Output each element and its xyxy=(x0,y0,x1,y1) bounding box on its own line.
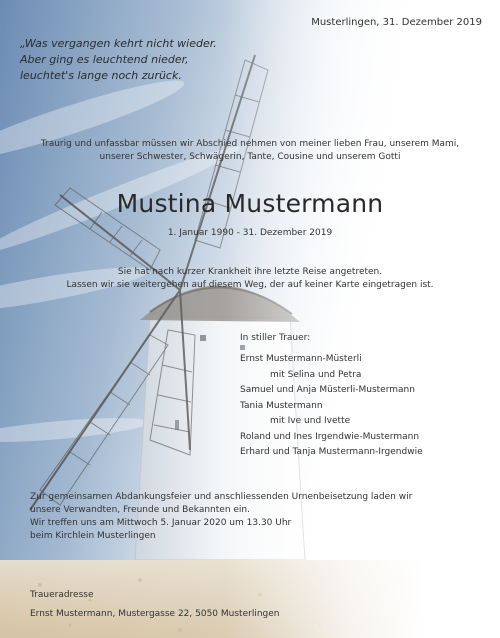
mourner-entry: mit Selina und Petra xyxy=(270,369,362,380)
mourner-entry: Roland und Ines Irgendwie-Mustermann xyxy=(240,431,420,442)
farewell-line: Sie hat nach kurzer Krankheit ihre letzte Reise angetreten. xyxy=(117,267,383,277)
ceremony-line: Wir treffen uns am Mittwoch 5. Januar 2020 um 13.30 Uhr xyxy=(30,518,292,528)
quote-line: Aber ging es leuchtend nieder, xyxy=(20,53,189,66)
farewell-line: Lassen wir sie weitergehen auf diesem Weg, der auf keiner Karte eingetragen ist. xyxy=(66,280,434,290)
ceremony-invitation xyxy=(30,491,412,543)
ceremony-line: Zur gemeinsamen Abdankungsfeier und anschliessenden Urnenbeisetzung laden wir xyxy=(30,492,413,502)
farewell-text xyxy=(0,266,500,292)
mourner-entry: Samuel und Anja Müsterli-Mustermann xyxy=(240,385,415,395)
place-date: Musterlingen, 31. Dezember 2019 xyxy=(311,17,482,28)
mourner-entry: Erhard und Tanja Mustermann-Irgendwie xyxy=(240,447,423,457)
memorial-quote xyxy=(20,36,217,84)
quote-line: leuchtet's lange noch zurück. xyxy=(20,69,182,82)
mourner-entry: Tania Mustermann xyxy=(240,400,323,411)
ceremony-line: beim Kirchlein Musterlingen xyxy=(30,531,156,541)
intro-line: unserer Schwester, Schwägerin, Tante, Cousine und unserem Gotti xyxy=(99,152,401,162)
mourning-address: Ernst Mustermann, Mustergasse 22, 5050 Musterlingen xyxy=(30,609,280,619)
ceremony-line: unsere Verwandten, Freunde und Bekannten ein. xyxy=(30,505,250,515)
intro-line: Traurig und unfassbar müssen wir Abschied nehmen von meiner lieben Frau, unserem Mami, xyxy=(40,139,460,149)
address-label: Traueradresse xyxy=(30,590,94,600)
mourners-list xyxy=(240,352,423,461)
deceased-name: Mustina Mustermann xyxy=(116,189,384,218)
announcement-intro xyxy=(0,138,500,164)
life-dates: 1. Januar 1990 - 31. Dezember 2019 xyxy=(167,228,333,238)
mourner-entry: mit Ive und Ivette xyxy=(270,416,351,426)
mourner-entry: Ernst Mustermann-Müsterli xyxy=(240,354,362,364)
mourners-heading: In stiller Trauer: xyxy=(240,333,311,343)
quote-line: „Was vergangen kehrt nicht wieder. xyxy=(20,37,217,50)
